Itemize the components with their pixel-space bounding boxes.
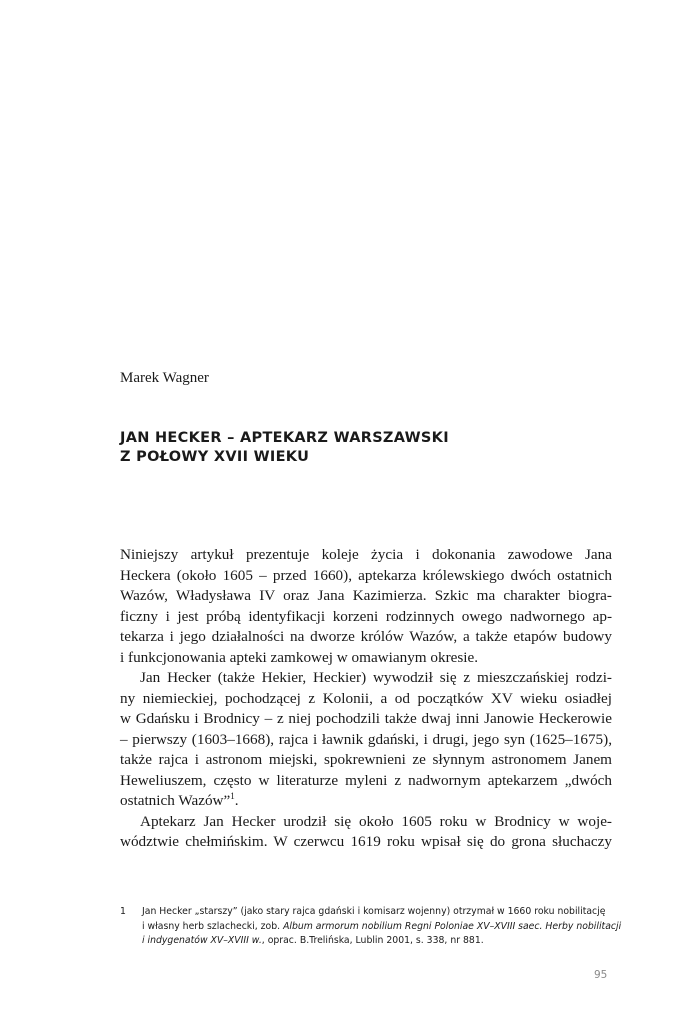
footnote-text <box>142 905 622 949</box>
body-line: w Gdańsku i Brodnicy – z niej pochodzili także dwaj inni Janowie Heckerowie <box>120 710 612 727</box>
footnote-text-plain: , oprac. B.Trelińska, Lublin 2001, s. 338, nr 881. <box>261 935 484 946</box>
article-body <box>120 545 612 853</box>
body-line: Aptekarz Jan Hecker urodził się około 1605 roku w Brodnicy w woje- <box>140 812 612 830</box>
author-name: Marek Wagner <box>120 370 209 386</box>
footnote-book-title: i indygenatów XV–XVIII w. <box>142 935 262 946</box>
body-line: ny niemieckiej, pochodzącej z Kolonii, a od początków XV wieku osiadłej <box>120 689 612 707</box>
body-line: Jan Hecker (także Hekier, Heckier) wywodził się z mieszczańskiej rodzi- <box>140 669 612 686</box>
footnote-reference[interactable]: 1 <box>230 790 235 801</box>
footnote-line <box>142 934 612 949</box>
body-line: Heweliuszem, często w literaturze myleni z nadwornym aptekarzem „dwóch <box>120 771 612 789</box>
body-line-period: . <box>234 792 239 809</box>
page-number: 95 <box>594 969 608 981</box>
body-line: – pierwszy (1603–1668), rajca i ławnik gdański, i drugi, jego syn (1625–1675), <box>120 730 612 748</box>
body-line: tekarza i jego działalności na dworze królów Wazów, a także etapów budowy <box>120 628 612 645</box>
body-line: Wazów, Władysława IV oraz Jana Kazimierza. Szkic ma charakter biogra- <box>120 587 612 604</box>
footnote-book-title: Album armorum nobilium Regni Poloniae XV–XVIII saec. Herby nobilitacji <box>283 920 622 932</box>
body-line: wództwie chełmińskim. W czerwcu 1619 roku wpisał się do grona słuchaczy <box>120 833 612 850</box>
footnote-line: Jan Hecker „starszy” (jako stary rajca gdański i komisarz wojenny) otrzymał w 1660 roku nobilitację <box>142 906 606 917</box>
footnote-number: 1 <box>120 906 126 917</box>
body-line-with-footnote <box>120 791 612 812</box>
body-line: Heckera (około 1605 – przed 1660), aptekarza królewskiego dwóch ostatnich <box>120 566 612 584</box>
article-title <box>120 429 590 467</box>
footnote-line <box>142 920 622 935</box>
body-line: także rajca i astronom miejski, spokrewnieni ze słynnym astronomem Janem <box>120 751 612 768</box>
footnote-text-plain: i własny herb szlachecki, zob. <box>142 920 284 932</box>
article-title-line: JAN HECKER – APTEKARZ WARSZAWSKI <box>120 430 449 446</box>
body-line-text: ostatnich Wazów” <box>120 792 231 809</box>
article-title-line: Z POŁOWY XVII WIEKU <box>120 449 310 465</box>
body-line: ficzny i jest próbą identyfikacji korzeni rodzinnych owego nadwornego ap- <box>120 607 612 625</box>
body-line: Niniejszy artykuł prezentuje koleje życia i dokonania zawodowe Jana <box>120 546 612 563</box>
body-line: i funkcjonowania apteki zamkowej w omawianym okresie. <box>120 648 479 666</box>
